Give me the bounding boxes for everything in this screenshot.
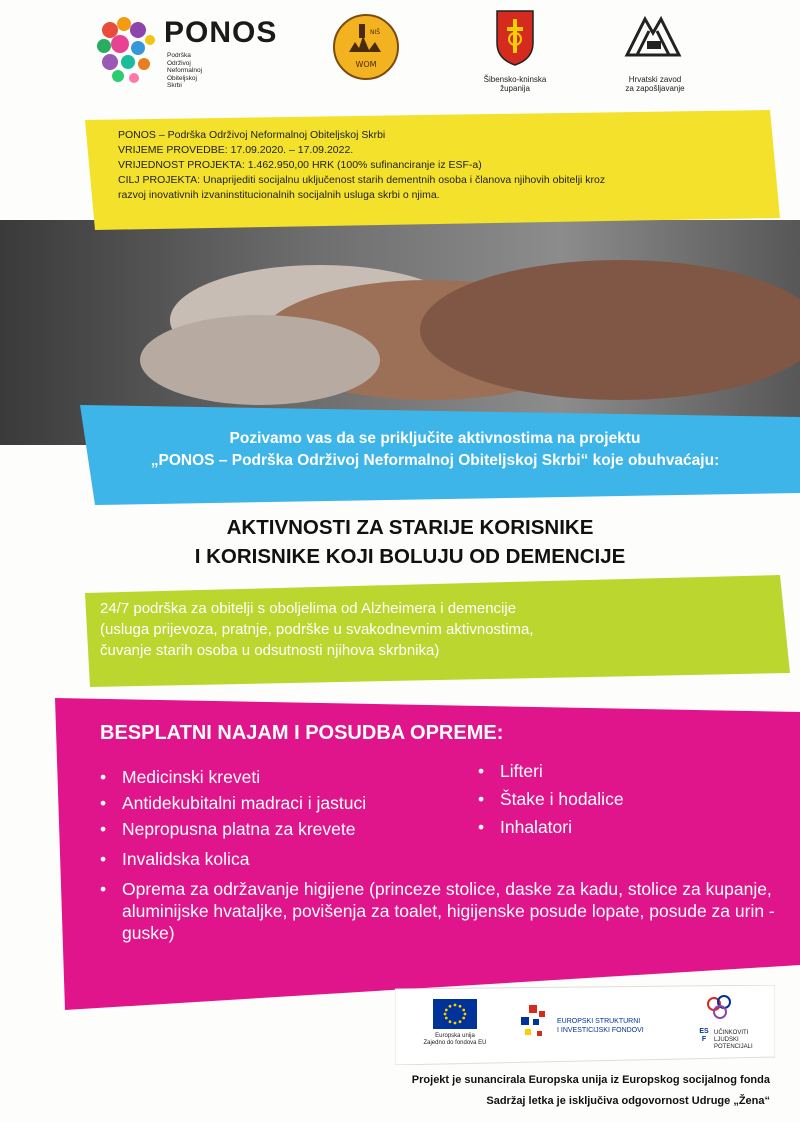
wom-label: WOM xyxy=(355,60,377,69)
county-label: Šibensko-kninska županija xyxy=(483,75,547,93)
hzz-label: Hrvatski zavod za zapošljavanje xyxy=(625,75,685,93)
equipment-item: • Inhalatori xyxy=(478,817,572,837)
esi-funds-logo xyxy=(515,995,665,1057)
info-line-project: PONOS – Podrška Održivoj Neformalnoj Obiteljskoj Skrbi xyxy=(118,129,386,141)
ponos-subtitle: Podrška Održivoj Neformalnoj Obiteljskoj Skrbi xyxy=(167,52,203,89)
support-line-2: (usluga prijevoza, pratnje, podrške u svakodnevnim aktivnostima, xyxy=(100,621,534,638)
equipment-item: • Antidekubitalni madraci i jastuci xyxy=(100,793,367,813)
esf-flower-icon xyxy=(700,992,740,1026)
support-text xyxy=(100,598,720,661)
project-info xyxy=(118,128,678,203)
ponos-dots-icon xyxy=(92,10,162,90)
headline-line-2: I KORISNIKE KOJI BOLUJU OD DEMENCIJE xyxy=(194,545,626,568)
esi-funds-squares-icon xyxy=(515,1003,555,1043)
wom-badge: NIŠ xyxy=(369,29,381,36)
info-line-goal-cont: razvoj inovativnih izvaninstitucionalnih socijalnih usluga skrbi o njima. xyxy=(118,189,440,201)
invite-line-2: „PONOS – Podrška Održivoj Neformalnoj Obiteljskoj Skrbi“ koje obuhvaćaju: xyxy=(150,452,720,469)
info-line-value: VRIJEDNOST PROJEKTA: 1.462.950,00 HRK (100% sufinanciranje iz ESF-a) xyxy=(118,159,482,171)
responsibility-note: Sadržaj letka je isključiva odgovornost Udruge „Žena“ xyxy=(486,1095,770,1107)
esf-letters: ESF xyxy=(699,1028,709,1043)
esi-funds-label: EUROPSKI STRUKTURNI I INVESTICIJSKI FONDOVI xyxy=(557,1018,644,1034)
eu-flag-logo xyxy=(410,997,500,1057)
invite-line-1: Pozivamo vas da se priključite aktivnostima na projektu xyxy=(229,430,641,447)
county-shield-icon xyxy=(495,9,535,67)
invite-text xyxy=(110,428,760,472)
equipment-item: • Invalidska kolica xyxy=(100,849,250,869)
wom-logo xyxy=(331,12,401,82)
funding-note: Projekt je sunancirala Europska unija iz Europskog socijalnog fonda xyxy=(411,1074,770,1086)
support-line-3: čuvanje starih osoba u odsutnosti njihova skrbnika) xyxy=(100,642,440,659)
activities-headline xyxy=(100,513,720,571)
support-line-1: 24/7 podrška za obitelji s oboljelima od Alzheimera i demencije xyxy=(100,600,517,617)
ponos-title: PONOS xyxy=(164,16,278,49)
headline-line-1: AKTIVNOSTI ZA STARIJE KORISNIKE xyxy=(226,516,594,539)
equipment-item: • Medicinski kreveti xyxy=(100,767,261,787)
esf-logo xyxy=(680,990,770,1060)
equipment-item-hygiene: • Oprema za održavanje higijene (princeze stolice, daske za kadu, stolice za kupanje, aluminijske hvataljke, povišenja za toalet, higijenske posude lopate, posude za urin - guske) xyxy=(100,879,775,943)
info-line-goal: CILJ PROJEKTA: Unaprijediti socijalnu uključenost starih dementnih osoba i članova njihovih obitelji kroz xyxy=(118,174,606,186)
equipment-title: BESPLATNI NAJAM I POSUDBA OPREME: xyxy=(100,722,504,744)
county-logo xyxy=(470,5,560,100)
wom-circle-icon xyxy=(331,12,401,82)
esf-side-label: UČINKOVITI LJUDSKI POTENCIJALI xyxy=(714,1030,753,1050)
info-line-period: VRIJEME PROVEDBE: 17.09.2020. – 17.09.2022. xyxy=(118,144,354,156)
eu-flag-label: Europska unija Zajedno do fondova EU xyxy=(423,1033,487,1046)
ponos-logo xyxy=(92,10,292,90)
hzz-mark-icon xyxy=(623,11,687,67)
hzz-logo xyxy=(600,5,710,100)
equipment-item: • Lifteri xyxy=(478,761,543,781)
equipment-item: • Nepropusna platna za krevete xyxy=(100,819,356,839)
eu-flag-icon xyxy=(433,999,477,1029)
equipment-item: • Štake i hodalice xyxy=(478,789,624,809)
